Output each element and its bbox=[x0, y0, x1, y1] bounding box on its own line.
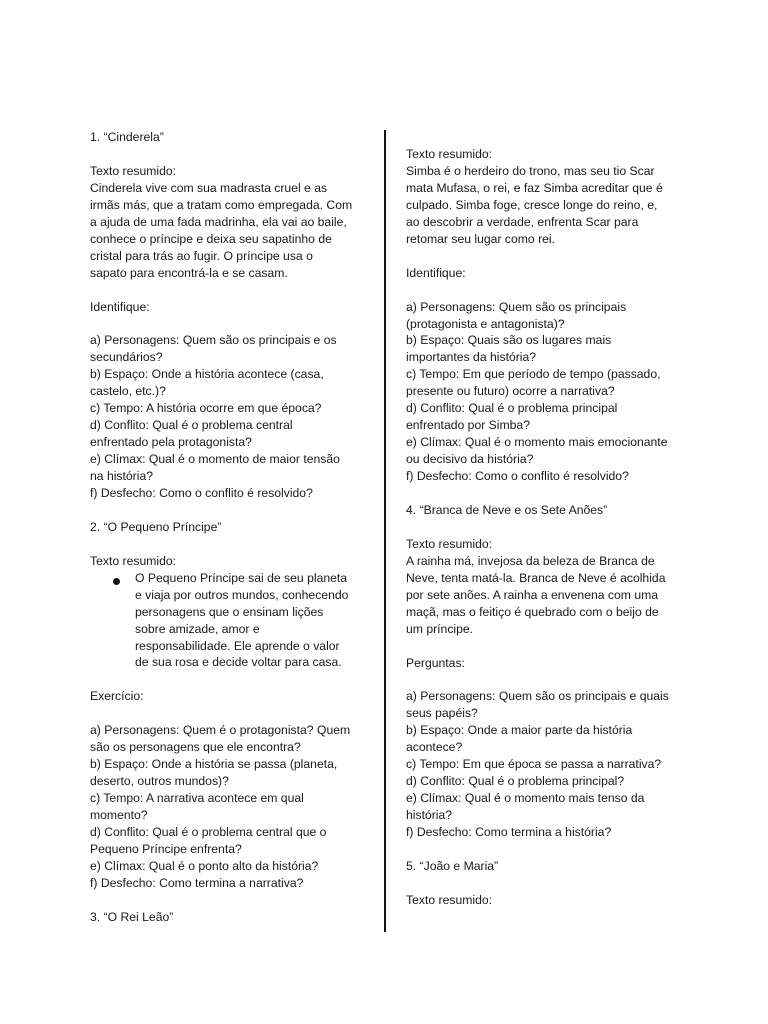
text-line: A rainha má, invejosa da beleza de Branca de bbox=[406, 553, 655, 568]
text-line: Texto resumido: bbox=[406, 536, 493, 551]
text-line: 3. “O Rei Leão” bbox=[90, 909, 174, 924]
text-line: momento? bbox=[90, 808, 148, 822]
text-line: mata Mufasa, o rei, e faz Simba acreditar que é bbox=[406, 180, 663, 195]
text-line: Perguntas: bbox=[406, 655, 465, 670]
text-line: enfrentado pela protagonista? bbox=[90, 435, 252, 450]
text-line: Neve, tenta matá-la. Branca de Neve é acolhida bbox=[406, 570, 666, 585]
text-line: cristal para trás ao fugir. O príncipe usa o bbox=[90, 248, 313, 263]
text-line: 4. “Branca de Neve e os Sete Anões” bbox=[406, 502, 608, 517]
text-line: d) Conflito: Qual é o problema central que o bbox=[90, 824, 327, 839]
text-line: a ajuda de uma fada madrinha, ela vai ao baile, bbox=[90, 214, 347, 229]
text-line: b) Espaço: Quais são os lugares mais bbox=[406, 333, 612, 348]
text-line: história? bbox=[406, 808, 453, 823]
text-line: d) Conflito: Qual é o problema central bbox=[90, 418, 293, 433]
text-line: ao descobrir a verdade, enfrenta Scar para bbox=[406, 214, 639, 229]
text-line: c) Tempo: A história ocorre em que época? bbox=[90, 401, 322, 416]
text-line: b) Espaço: Onde a história se passa (planeta, bbox=[90, 757, 338, 772]
text-line: presente ou futuro) ocorre a narrativa? bbox=[406, 384, 615, 399]
text-line: c) Tempo: A narrativa acontece em qual bbox=[90, 791, 304, 806]
text-line: e viaja por outros mundos, conhecendo bbox=[135, 587, 349, 602]
text-line: f) Desfecho: Como o conflito é resolvido? bbox=[406, 469, 629, 484]
text-line: de sua rosa e decide voltar para casa. bbox=[135, 655, 342, 670]
text-line: enfrentado por Simba? bbox=[406, 418, 530, 433]
text-line: e) Clímax: Qual é o momento mais emocionante bbox=[406, 435, 668, 450]
bullet-point bbox=[113, 578, 120, 585]
text-line: a) Personagens: Quem são os principais e quais bbox=[406, 689, 669, 704]
text-line: d) Conflito: Qual é o problema principal bbox=[406, 401, 618, 416]
text-line: Identifique: bbox=[90, 299, 150, 314]
text-line: culpado. Simba foge, cresce longe do reino, e, bbox=[406, 197, 658, 212]
text-line: retomar seu lugar como rei. bbox=[406, 231, 556, 246]
text-line: a) Personagens: Quem é o protagonista? Quem bbox=[90, 723, 351, 738]
text-line: f) Desfecho: Como o conflito é resolvido? bbox=[90, 485, 313, 500]
text-line: deserto, outros mundos)? bbox=[90, 774, 229, 789]
text-line: ou decisivo da história? bbox=[406, 452, 534, 467]
text-line: b) Espaço: Onde a maior parte da história bbox=[406, 723, 633, 738]
text-line: importantes da história? bbox=[406, 350, 537, 365]
text-line: Identifique: bbox=[406, 265, 466, 280]
text-line: sapato para encontrá-la e se casam. bbox=[90, 265, 288, 280]
text-line: Cinderela vive com sua madrasta cruel e as bbox=[90, 180, 328, 195]
text-line: Texto resumido: bbox=[90, 553, 177, 568]
column-divider bbox=[384, 130, 386, 932]
text-line: seus papéis? bbox=[406, 706, 478, 721]
text-line: castelo, etc.)? bbox=[90, 384, 166, 399]
text-line: personagens que o ensinam lições bbox=[135, 604, 324, 619]
text-line: f) Desfecho: Como termina a história? bbox=[406, 825, 612, 839]
text-line: irmãs más, que a tratam como empregada. Com bbox=[90, 197, 353, 212]
text-line: Pequeno Príncipe enfrenta? bbox=[90, 841, 242, 856]
text-line: acontece? bbox=[406, 740, 463, 755]
text-line: sobre amizade, amor e bbox=[135, 621, 260, 636]
text-line: Simba é o herdeiro do trono, mas seu tio Scar bbox=[406, 163, 655, 178]
text-line: Texto resumido: bbox=[406, 147, 493, 161]
text-line: responsabilidade. Ele aprende o valor bbox=[135, 638, 340, 653]
text-line: Exercício: bbox=[90, 689, 144, 704]
text-line: d) Conflito: Qual é o problema principal? bbox=[406, 774, 625, 789]
text-line: conhece o príncipe e deixa seu sapatinho de bbox=[90, 231, 332, 246]
text-line: c) Tempo: Em que período de tempo (passado, bbox=[406, 367, 661, 382]
text-line: e) Clímax: Qual é o momento mais tenso da bbox=[406, 791, 645, 806]
text-line: 5. “João e Maria” bbox=[406, 858, 499, 873]
text-line: são os personagens que ele encontra? bbox=[90, 740, 301, 755]
text-line: na história? bbox=[90, 469, 154, 483]
text-line: c) Tempo: Em que época se passa a narrativa? bbox=[406, 757, 662, 772]
text-line: 1. “Cinderela” bbox=[90, 130, 164, 144]
text-line: por sete anões. A rainha a envenena com uma bbox=[406, 587, 659, 602]
text-line: secundários? bbox=[90, 350, 163, 365]
text-line: 2. “O Pequeno Príncipe” bbox=[90, 519, 222, 534]
text-line: um príncipe. bbox=[406, 621, 474, 636]
text-line: e) Clímax: Qual é o ponto alto da história? bbox=[90, 858, 319, 873]
text-line: e) Clímax: Qual é o momento de maior tensão bbox=[90, 452, 340, 467]
text-line: Texto resumido: bbox=[406, 892, 493, 907]
text-line: f) Desfecho: Como termina a narrativa? bbox=[90, 875, 304, 890]
text-line: a) Personagens: Quem são os principais e os bbox=[90, 333, 337, 348]
text-line: Texto resumido: bbox=[90, 163, 177, 178]
text-line: a) Personagens: Quem são os principais bbox=[406, 299, 627, 314]
text-line: b) Espaço: Onde a história acontece (casa, bbox=[90, 367, 324, 382]
text-line: O Pequeno Príncipe sai de seu planeta bbox=[135, 570, 348, 585]
text-line: maçã, mas o feitiço é quebrado com o beijo de bbox=[406, 604, 659, 619]
text-line: (protagonista e antagonista)? bbox=[406, 316, 565, 331]
